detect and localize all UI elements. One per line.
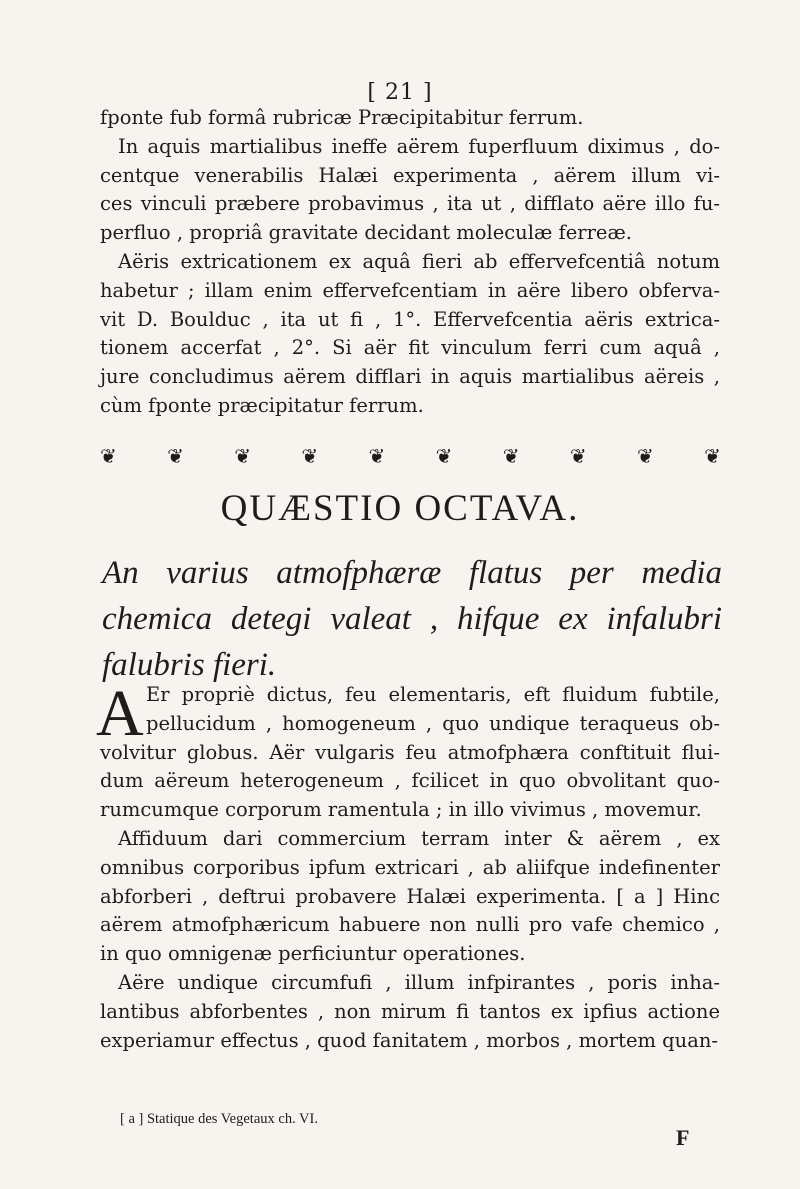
- fleuron-ornament: ❦: [502, 444, 519, 468]
- text-line: dum aëreum heterogeneum , fcilicet in quo obvolitant quo-: [100, 769, 720, 793]
- fleuron-ornament: ❦: [704, 444, 720, 468]
- fleuron-ornament: ❦: [100, 444, 116, 468]
- drop-cap: A: [96, 677, 144, 750]
- signature-mark: F: [676, 1125, 690, 1150]
- text-line: lantibus abforbentes , non mirum fi tantos ex ipfius actione: [100, 999, 720, 1023]
- opening-paragraph: [100, 104, 720, 421]
- body-paragraph: [100, 681, 720, 1055]
- fleuron-ornament: ❦: [637, 444, 653, 468]
- ornamental-divider: [100, 443, 720, 469]
- text-line: experiamur effectus , quod fanitatem , morbos , mortem quan-: [100, 1028, 719, 1052]
- text-line: cùm fponte præcipitatur ferrum.: [100, 393, 424, 417]
- fleuron-ornament: ❦: [301, 444, 318, 468]
- text-line: jure concludimus aërem difflari in aquis martialibus aëreis ,: [100, 365, 720, 389]
- text-line: tionem accerfat , 2°. Si aër fit vinculum ferri cum aquâ ,: [100, 336, 720, 360]
- fleuron-ornament: ❦: [368, 444, 385, 468]
- text-line: Affiduum dari commercium terram inter & aërem , ex: [118, 826, 720, 850]
- text-line: pellucidum , homogeneum , quo undique teraqueus ob-: [146, 711, 720, 735]
- text-line: habetur ; illam enim effervefcentiam in aëre libero obferva-: [100, 278, 720, 302]
- text-line: perfluo , propriâ gravitate decidant moleculæ ferreæ.: [100, 221, 632, 245]
- text-line: chemica detegi valeat , hifque ex infalubri: [102, 601, 722, 637]
- text-line: aërem atmofphæricum habuere non nulli pro vafe chemico ,: [100, 913, 720, 937]
- text-line: in quo omnigenæ perficiuntur operationes.: [100, 942, 526, 966]
- text-line: An varius atmofphæræ flatus per media: [102, 555, 722, 591]
- section-title: QUÆSTIO OCTAVA.: [220, 488, 580, 529]
- text-line: rumcumque corporum ramentula ; in illo vivimus , movemur.: [100, 798, 702, 822]
- footnote: [ a ] Statique des Vegetaux ch. VI.: [120, 1111, 318, 1127]
- text-line: falubris fieri.: [102, 647, 277, 683]
- text-line: Aëris extricationem ex aquâ fieri ab effervefcentiâ notum: [118, 249, 720, 273]
- text-line: Aëre undique circumfufi , illum infpirantes , poris inha-: [118, 970, 720, 994]
- text-line: centque venerabilis Halæi experimenta , aërem illum vi-: [100, 163, 720, 187]
- text-line: abforberi , deftrui probavere Halæi experimenta. [ a ] Hinc: [100, 884, 720, 908]
- text-line: vit D. Boulduc , ita ut fi , 1°. Effervefcentia aëris extrica-: [100, 307, 720, 331]
- text-line: In aquis martialibus ineffe aërem fuperfluum diximus , do-: [118, 134, 720, 158]
- fleuron-ornament: ❦: [569, 444, 586, 468]
- text-line: omnibus corporibus ipfum extricari , ab aliifque indefinenter: [100, 855, 720, 879]
- fleuron-ornament: ❦: [435, 444, 452, 468]
- text-line: ces vinculi præbere probavimus , ita ut , difflato aëre illo fu-: [100, 192, 720, 216]
- text-line: volvitur globus. Aër vulgaris feu atmofphæra conftituit flui-: [100, 740, 720, 764]
- fleuron-ornament: ❦: [234, 444, 251, 468]
- text-line: Er propriè dictus, feu elementaris, eft fluidum fubtile,: [146, 683, 720, 706]
- fleuron-ornament: ❦: [167, 444, 183, 468]
- question-heading: [102, 550, 722, 688]
- text-line: fponte fub formâ rubricæ Præcipitabitur ferrum.: [100, 106, 584, 129]
- page-number: [ 21 ]: [367, 80, 433, 105]
